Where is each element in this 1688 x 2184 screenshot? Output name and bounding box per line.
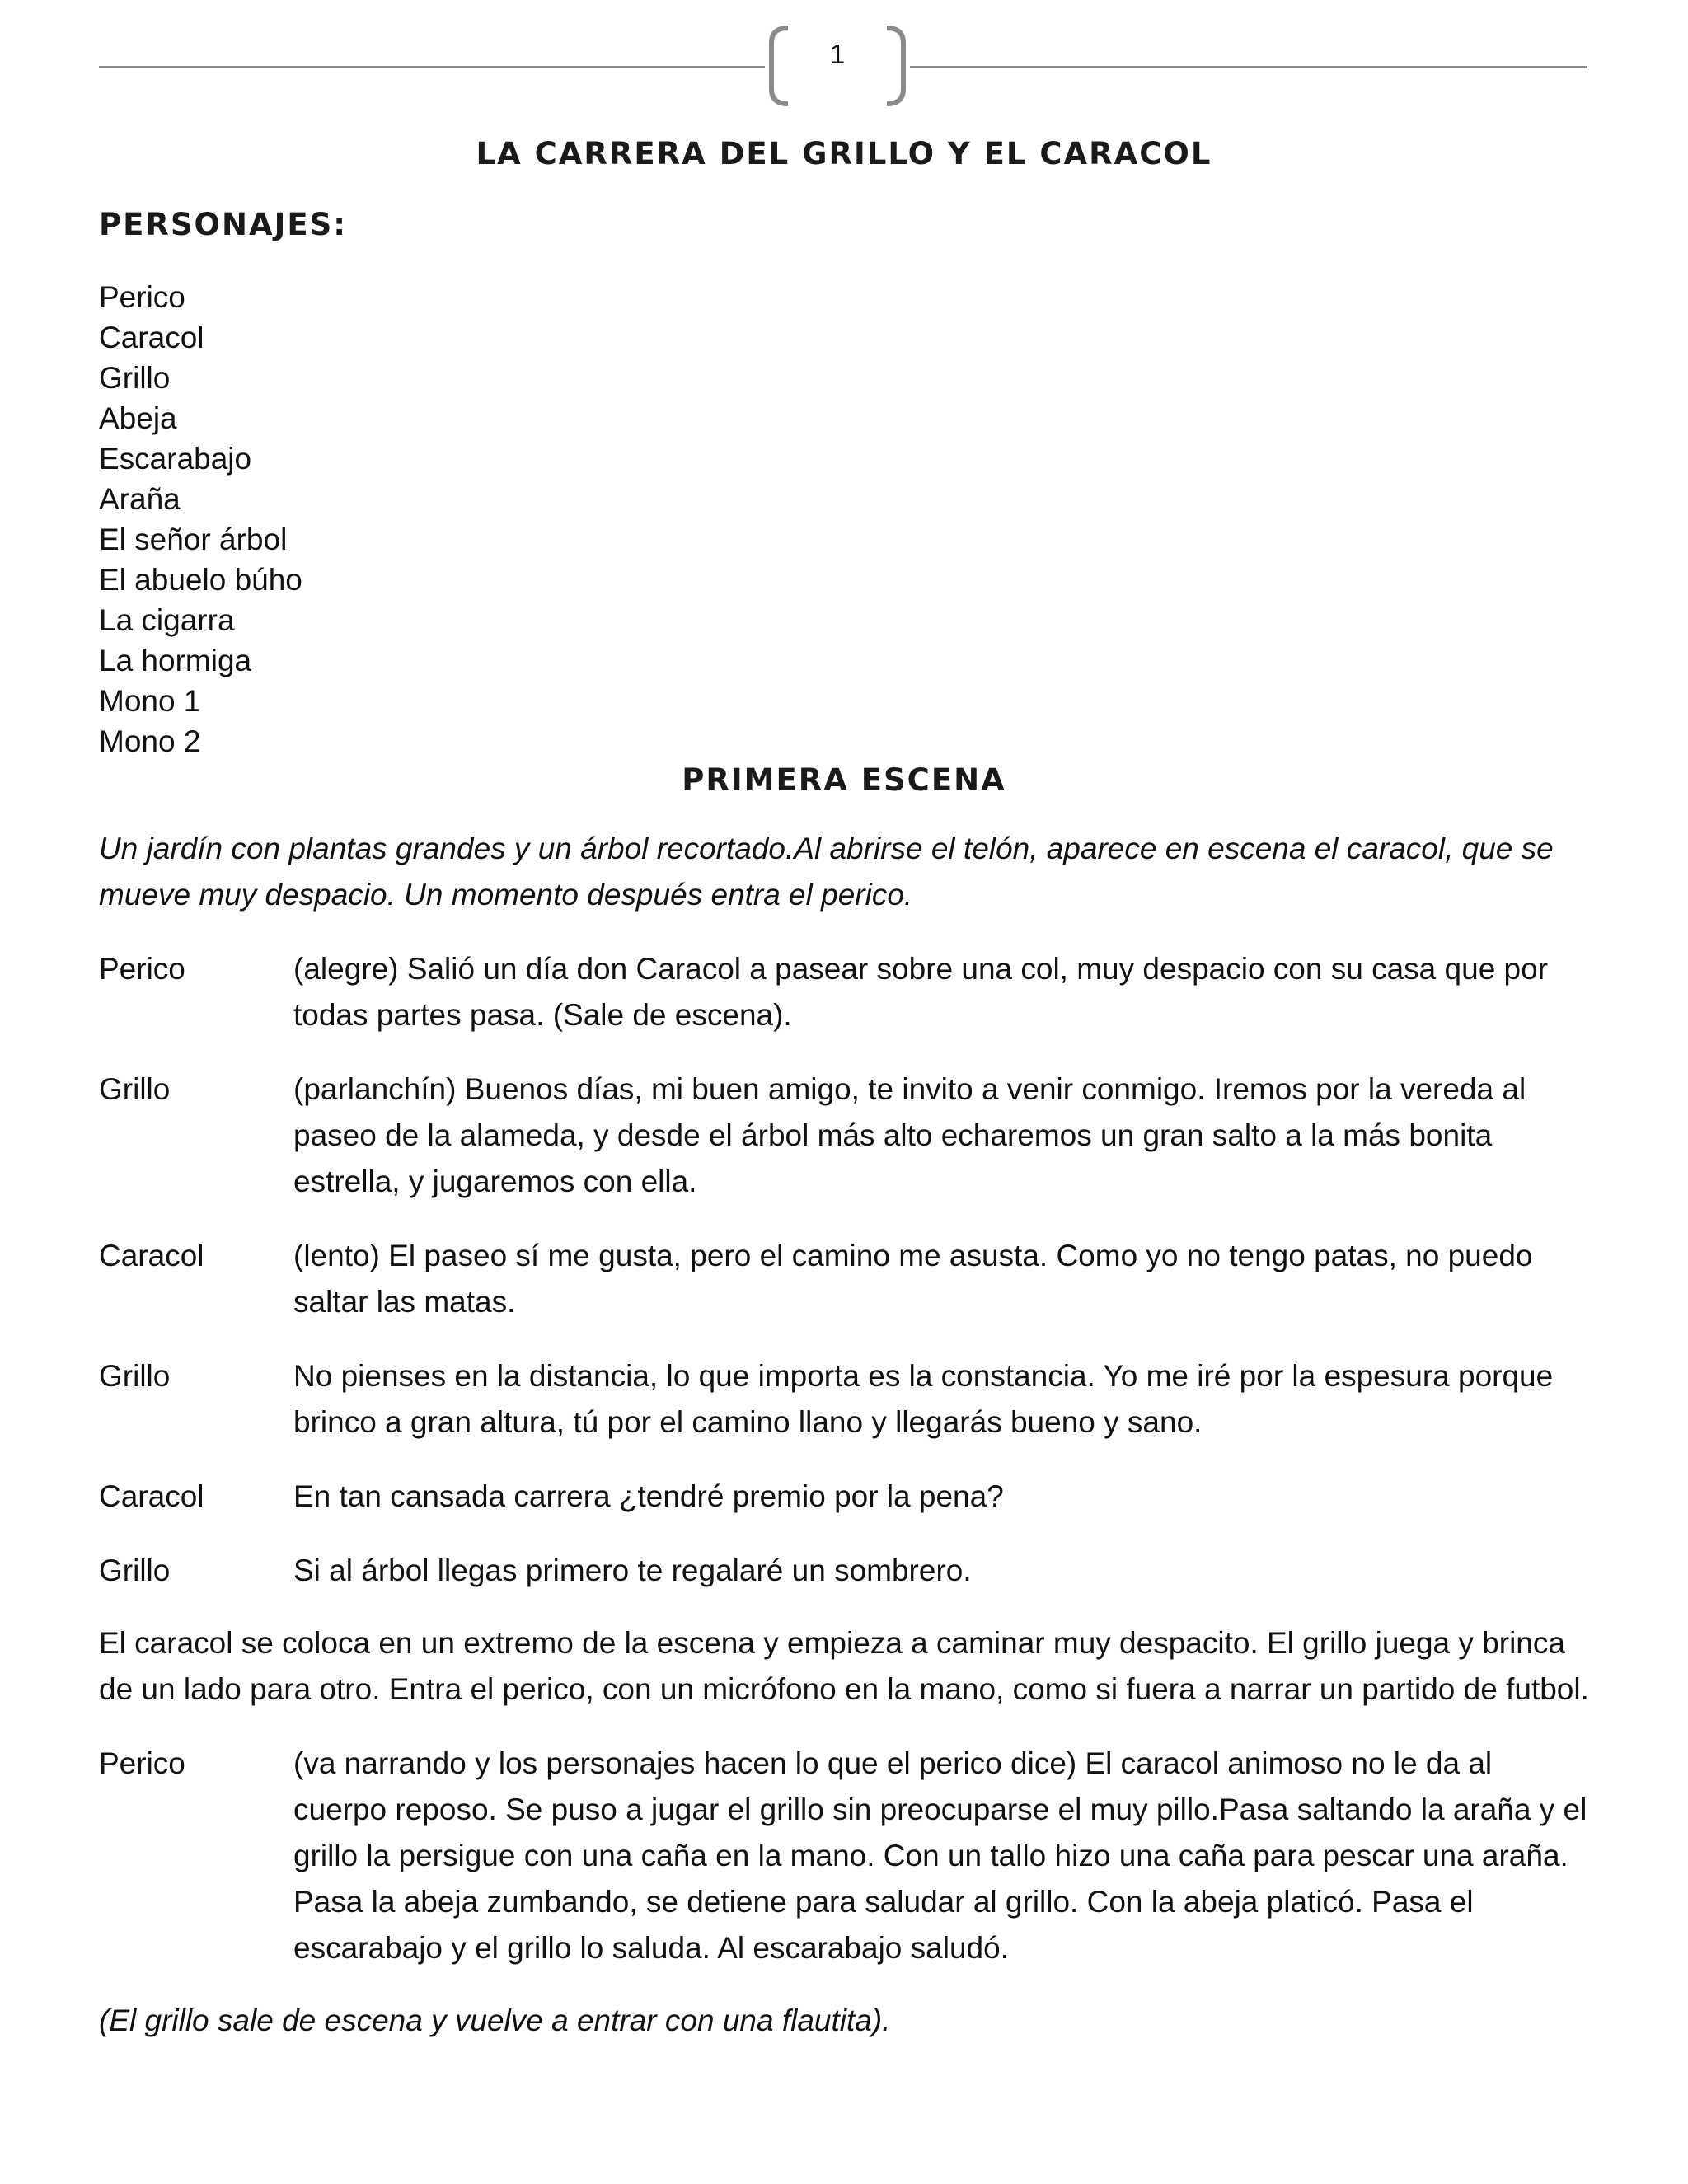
narration-paragraph: El caracol se coloca en un extremo de la escena y empieza a caminar muy despacito. El grillo juega y brinca de un lado para otro. Entra el perico, con un micrófono en la mano, como si fuera a narrar un partido de futbol.: [99, 1626, 1589, 1706]
character-item: La hormiga: [99, 644, 252, 677]
dialogue-text: Si al árbol llegas primero te regalaré un sombrero.: [293, 1554, 972, 1587]
dialogue-text: (va narrando y los personajes hacen lo que el perico dice) El caracol animoso no le da al cuerpo reposo. Se puso a jugar el grillo sin preocuparse el muy pillo.Pasa saltando la araña y el grillo la persigue con una caña en la mano. Con un tallo hizo una caña para pescar una araña. Pasa la abeja zumbando, se detiene para saludar al grillo. Con la abeja platicó. Pasa el escarabajo y el grillo lo saluda. Al escarabajo saludó.: [293, 1746, 1587, 1965]
character-item: El abuelo búho: [99, 563, 302, 597]
speaker-name: Caracol: [99, 1239, 204, 1272]
character-item: La cigarra: [99, 603, 235, 637]
speaker-name: Caracol: [99, 1479, 204, 1513]
header-rule-right: [910, 66, 1587, 68]
character-item: Araña: [99, 482, 181, 516]
character-item: Perico: [99, 280, 185, 314]
character-item: Caracol: [99, 321, 204, 354]
character-item: Abeja: [99, 401, 177, 435]
dialogue-text: En tan cansada carrera ¿tendré premio por la pena?: [293, 1479, 1004, 1513]
characters-heading: PERSONAJES:: [99, 207, 348, 242]
dialogue-text: (alegre) Salió un día don Caracol a pasear sobre una col, muy despacio con su casa que por todas partes pasa. (Sale de escena).: [293, 952, 1549, 1032]
right-bracket-icon: [884, 25, 910, 107]
character-item: Mono 1: [99, 684, 201, 718]
characters-list: [99, 277, 302, 762]
character-item: El señor árbol: [99, 523, 288, 556]
character-item: Mono 2: [99, 724, 201, 758]
speaker-name: Perico: [99, 952, 185, 986]
document-title: LA CARRERA DEL GRILLO Y EL CARACOL: [476, 136, 1212, 171]
scene-heading: PRIMERA ESCENA: [682, 762, 1006, 798]
stage-direction: Un jardín con plantas grandes y un árbol recortado.Al abrirse el telón, aparece en escena el caracol, que se mueve muy despacio. Un momento después entra el perico.: [99, 832, 1554, 912]
left-bracket-icon: [765, 25, 791, 107]
character-item: Grillo: [99, 361, 171, 395]
speaker-name: Grillo: [99, 1554, 171, 1587]
header-rule-left: [99, 66, 765, 68]
character-item: Escarabajo: [99, 442, 252, 476]
page-number: 1: [829, 39, 846, 69]
dialogue-text: (parlanchín) Buenos días, mi buen amigo, te invito a venir conmigo. Iremos por la vereda al paseo de la alameda, y desde el árbol más alto echaremos un gran salto a la más bonita estrella, y jugaremos con ella.: [293, 1072, 1526, 1198]
speaker-name: Grillo: [99, 1359, 171, 1393]
dialogue-text: (lento) El paseo sí me gusta, pero el camino me asusta. Como yo no tengo patas, no puedo saltar las matas.: [293, 1239, 1533, 1319]
dialogue-text: No pienses en la distancia, lo que importa es la constancia. Yo me iré por la espesura porque brinco a gran altura, tú por el camino llano y llegarás bueno y sano.: [293, 1359, 1554, 1439]
speaker-name: Grillo: [99, 1072, 171, 1106]
speaker-name: Perico: [99, 1746, 185, 1780]
stage-direction: (El grillo sale de escena y vuelve a entrar con una flautita).: [99, 2004, 891, 2037]
